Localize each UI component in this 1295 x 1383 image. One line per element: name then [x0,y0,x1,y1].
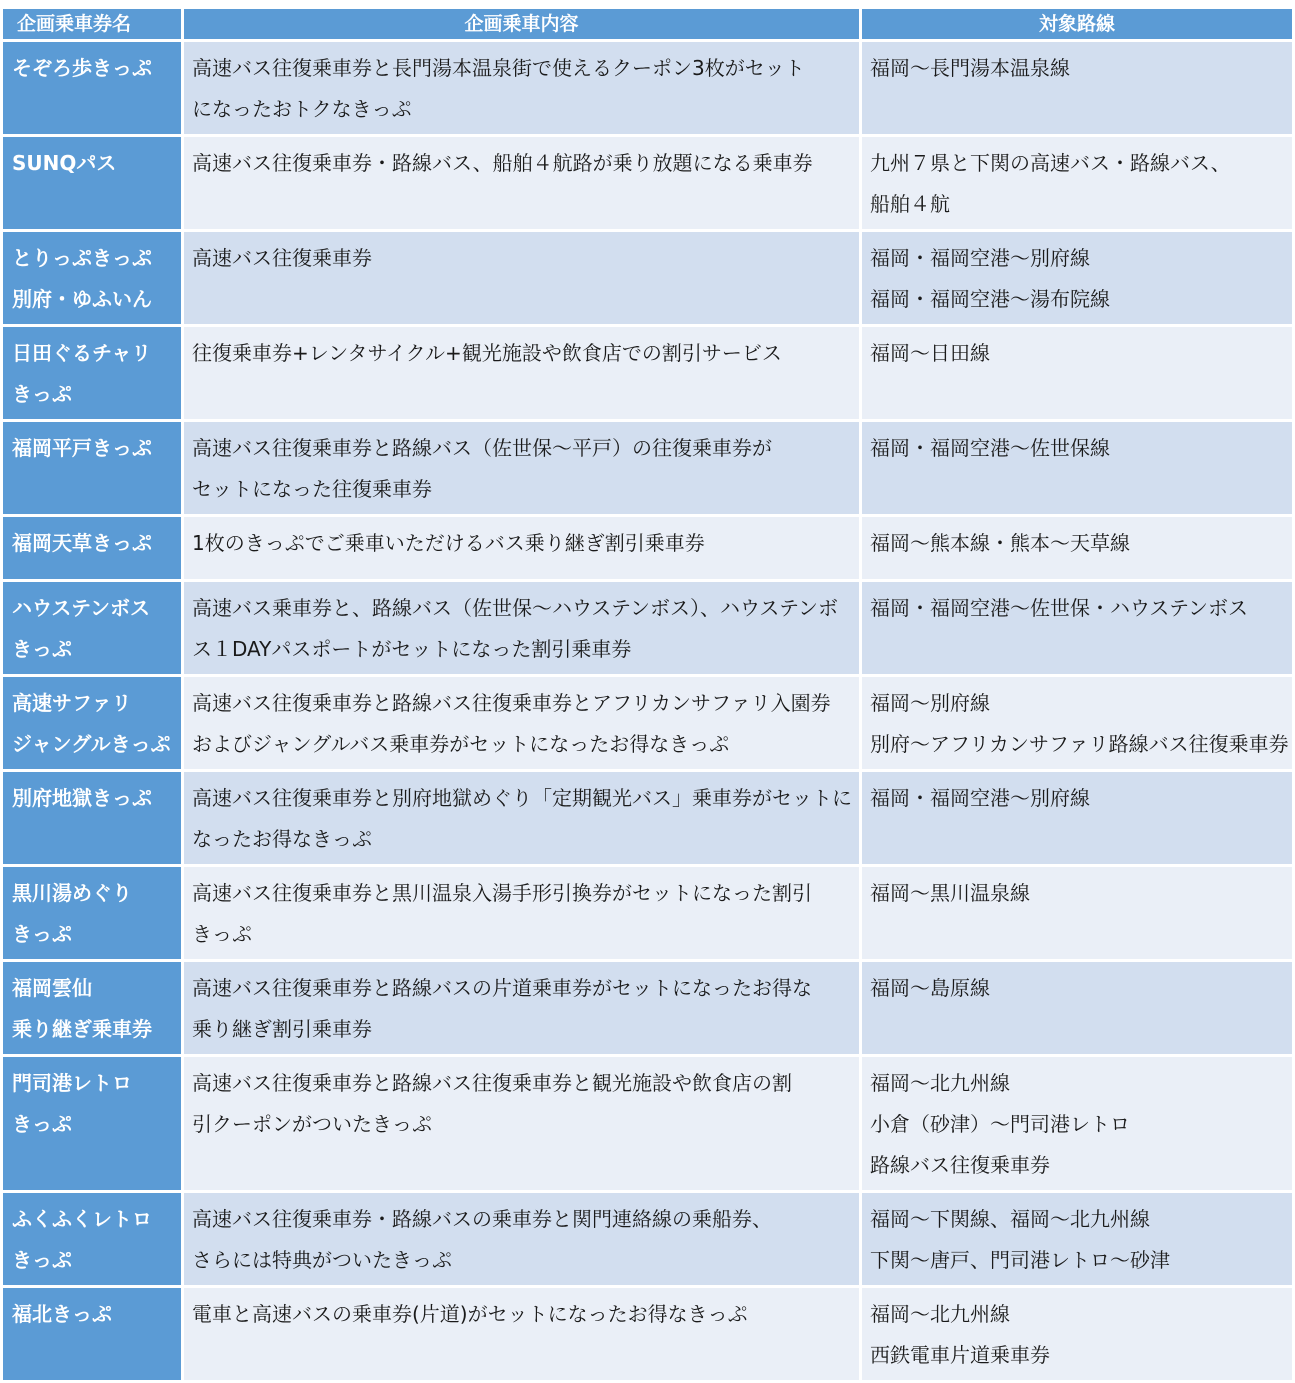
ticket-name-cell [3,677,181,769]
ticket-content-cell [184,867,859,959]
table-row [3,517,1292,579]
target-route-cell-line: 福岡～日田線 [870,341,990,365]
ticket-name-cell-line: 黒川湯めぐり [12,881,132,905]
ticket-name-cell-line: 福岡天草きっぷ [12,531,152,555]
ticket-content-cell-line: ス１DAYパスポートがセットになった割引乗車券 [192,637,632,661]
target-route-cell-line: 福岡～熊本線・熊本～天草線 [870,531,1130,555]
target-route-cell-line: 船舶４航 [870,192,950,216]
ticket-name-cell-line: 福岡平戸きっぷ [12,436,152,460]
target-route-cell-line: 福岡～長門湯本温泉線 [870,56,1070,80]
ticket-name-cell [3,517,181,579]
target-route-cell [862,42,1292,134]
table-row [3,1193,1292,1285]
ticket-name-cell-line: きっぷ [12,1248,72,1272]
target-route-cell-line: 福岡～島原線 [870,976,990,1000]
planned-ticket-table [0,6,1295,1383]
ticket-content-cell-line: 高速バス往復乗車券と路線バス往復乗車券と観光施設や飲食店の割 [192,1071,792,1095]
table-row [3,772,1292,864]
ticket-content-cell-line: なったお得なきっぷ [192,827,372,851]
target-route-cell [862,327,1292,419]
target-route-cell [862,137,1292,229]
ticket-content-cell [184,1288,859,1380]
target-route-cell [862,1193,1292,1285]
ticket-name-cell [3,42,181,134]
ticket-name-cell [3,422,181,514]
ticket-content-cell [184,1057,859,1190]
ticket-content-cell-line: 乗り継ぎ割引乗車券 [192,1017,372,1041]
target-route-cell [862,582,1292,674]
ticket-content-cell [184,232,859,324]
ticket-name-cell-line: きっぷ [12,922,72,946]
ticket-content-cell [184,42,859,134]
ticket-name-cell [3,232,181,324]
table-body [3,42,1292,1380]
target-route-cell-line: 福岡・福岡空港～湯布院線 [870,287,1110,311]
table-row [3,232,1292,324]
ticket-name-cell [3,582,181,674]
ticket-content-cell [184,582,859,674]
table-row [3,677,1292,769]
ticket-content-cell [184,772,859,864]
ticket-content-cell-line: 高速バス往復乗車券と別府地獄めぐり「定期観光バス」乗車券がセットに [192,786,852,810]
ticket-content-cell [184,137,859,229]
target-route-cell [862,422,1292,514]
target-route-cell [862,1288,1292,1380]
ticket-name-cell [3,867,181,959]
target-route-cell [862,232,1292,324]
target-route-cell-line: 九州７県と下関の高速バス・路線バス、 [870,151,1231,175]
ticket-name-cell-line: きっぷ [12,637,72,661]
ticket-content-cell-line: セットになった往復乗車券 [192,477,432,501]
ticket-name-cell-line: とりっぷきっぷ [12,246,152,270]
table-row [3,1288,1292,1380]
table-row [3,582,1292,674]
header-row [3,9,1292,39]
target-route-cell-line: 下関～唐戸、門司港レトロ～砂津 [870,1248,1170,1272]
header-ticket-name: 企画乗車券名 [3,9,181,39]
ticket-content-cell-line: きっぷ [192,922,252,946]
ticket-name-cell [3,1057,181,1190]
target-route-cell-line: 福岡・福岡空港～佐世保・ハウステンボス [870,596,1248,620]
ticket-name-cell-line: 別府・ゆふいん [12,287,152,311]
ticket-name-cell [3,137,181,229]
ticket-name-cell-line: ジャングルきっぷ [12,732,171,756]
ticket-content-cell-line: 高速バス乗車券と、路線バス（佐世保～ハウステンボス）、ハウステンボ [192,596,838,620]
ticket-content-cell-line: 高速バス往復乗車券・路線バス、船舶４航路が乗り放題になる乗車券 [192,151,813,175]
target-route-cell-line: 福岡・福岡空港～別府線 [870,786,1090,810]
ticket-content-cell-line: 引クーポンがついたきっぷ [192,1112,432,1136]
ticket-content-cell-line: 高速バス往復乗車券と路線バス（佐世保～平戸）の往復乗車券が [192,436,772,460]
header-target-route: 対象路線 [862,9,1292,39]
target-route-cell-line: 路線バス往復乗車券 [870,1153,1050,1177]
table-row [3,327,1292,419]
ticket-content-cell-line: およびジャングルバス乗車券がセットになったお得なきっぷ [192,732,730,756]
ticket-name-cell-line: そぞろ歩きっぷ [12,56,152,80]
target-route-cell-line: 福岡～下関線、福岡～北九州線 [870,1207,1150,1231]
ticket-name-cell-line: 日田ぐるチャリ [12,341,152,365]
ticket-content-cell [184,422,859,514]
ticket-name-cell-line: 福岡雲仙 [12,976,92,1000]
target-route-cell-line: 福岡～黒川温泉線 [870,881,1030,905]
ticket-content-cell [184,517,859,579]
target-route-cell [862,677,1292,769]
table-row [3,867,1292,959]
ticket-name-cell-line: きっぷ [12,1112,72,1136]
ticket-name-cell-line: ふくふくレトロ [12,1207,152,1231]
target-route-cell-line: 別府～アフリカンサファリ路線バス往復乗車券 [870,732,1289,756]
ticket-content-cell-line: 高速バス往復乗車券と路線バスの片道乗車券がセットになったお得な [192,976,812,1000]
ticket-content-cell-line: 高速バス往復乗車券と路線バス往復乗車券とアフリカンサファリ入園券 [192,691,831,715]
ticket-name-cell [3,1193,181,1285]
ticket-name-cell-line: 門司港レトロ [12,1071,132,1095]
table-row [3,962,1292,1054]
ticket-content-cell-line: 電車と高速バスの乗車券(片道)がセットになったお得なきっぷ [192,1302,748,1326]
target-route-cell-line: 西鉄電車片道乗車券 [870,1343,1050,1367]
target-route-cell [862,1057,1292,1190]
ticket-content-cell-line: さらには特典がついたきっぷ [192,1248,452,1272]
ticket-content-cell-line: 往復乗車券+レンタサイクル+観光施設や飲食店での割引サービス [192,341,782,365]
target-route-cell-line: 福岡・福岡空港～別府線 [870,246,1090,270]
ticket-content-cell-line: 高速バス往復乗車券 [192,246,372,270]
target-route-cell-line: 福岡・福岡空港～佐世保線 [870,436,1110,460]
target-route-cell-line: 小倉（砂津）～門司港レトロ [870,1112,1130,1136]
ticket-content-cell [184,962,859,1054]
ticket-name-cell [3,772,181,864]
ticket-content-cell-line: 高速バス往復乗車券と長門湯本温泉街で使えるクーポン3枚がセット [192,56,805,80]
table-row [3,42,1292,134]
ticket-name-cell [3,327,181,419]
target-route-cell-line: 福岡～北九州線 [870,1302,1010,1326]
ticket-content-cell [184,327,859,419]
ticket-content-cell-line: になったおトクなきっぷ [192,97,412,121]
ticket-name-cell-line: SUNQパス [12,151,117,175]
ticket-name-cell-line: きっぷ [12,382,72,406]
ticket-content-cell [184,677,859,769]
ticket-name-cell [3,1288,181,1380]
ticket-name-cell-line: ハウステンボス [12,596,150,620]
ticket-name-cell-line: 別府地獄きっぷ [12,786,152,810]
target-route-cell-line: 福岡～別府線 [870,691,990,715]
ticket-content-cell-line: 1枚のきっぷでご乗車いただけるバス乗り継ぎ割引乗車券 [192,531,705,555]
ticket-name-cell-line: 乗り継ぎ乗車券 [12,1017,152,1041]
target-route-cell [862,867,1292,959]
ticket-name-cell-line: 高速サファリ [12,691,132,715]
target-route-cell [862,517,1292,579]
header-ticket-content: 企画乗車内容 [184,9,859,39]
target-route-cell-line: 福岡～北九州線 [870,1071,1010,1095]
target-route-cell [862,772,1292,864]
table-row [3,422,1292,514]
ticket-name-cell [3,962,181,1054]
ticket-content-cell-line: 高速バス往復乗車券と黒川温泉入湯手形引換券がセットになった割引 [192,881,812,905]
table-row [3,1057,1292,1190]
ticket-content-cell [184,1193,859,1285]
target-route-cell [862,962,1292,1054]
ticket-name-cell-line: 福北きっぷ [12,1302,112,1326]
ticket-content-cell-line: 高速バス往復乗車券・路線バスの乗車券と関門連絡線の乗船券、 [192,1207,772,1231]
table-row [3,137,1292,229]
